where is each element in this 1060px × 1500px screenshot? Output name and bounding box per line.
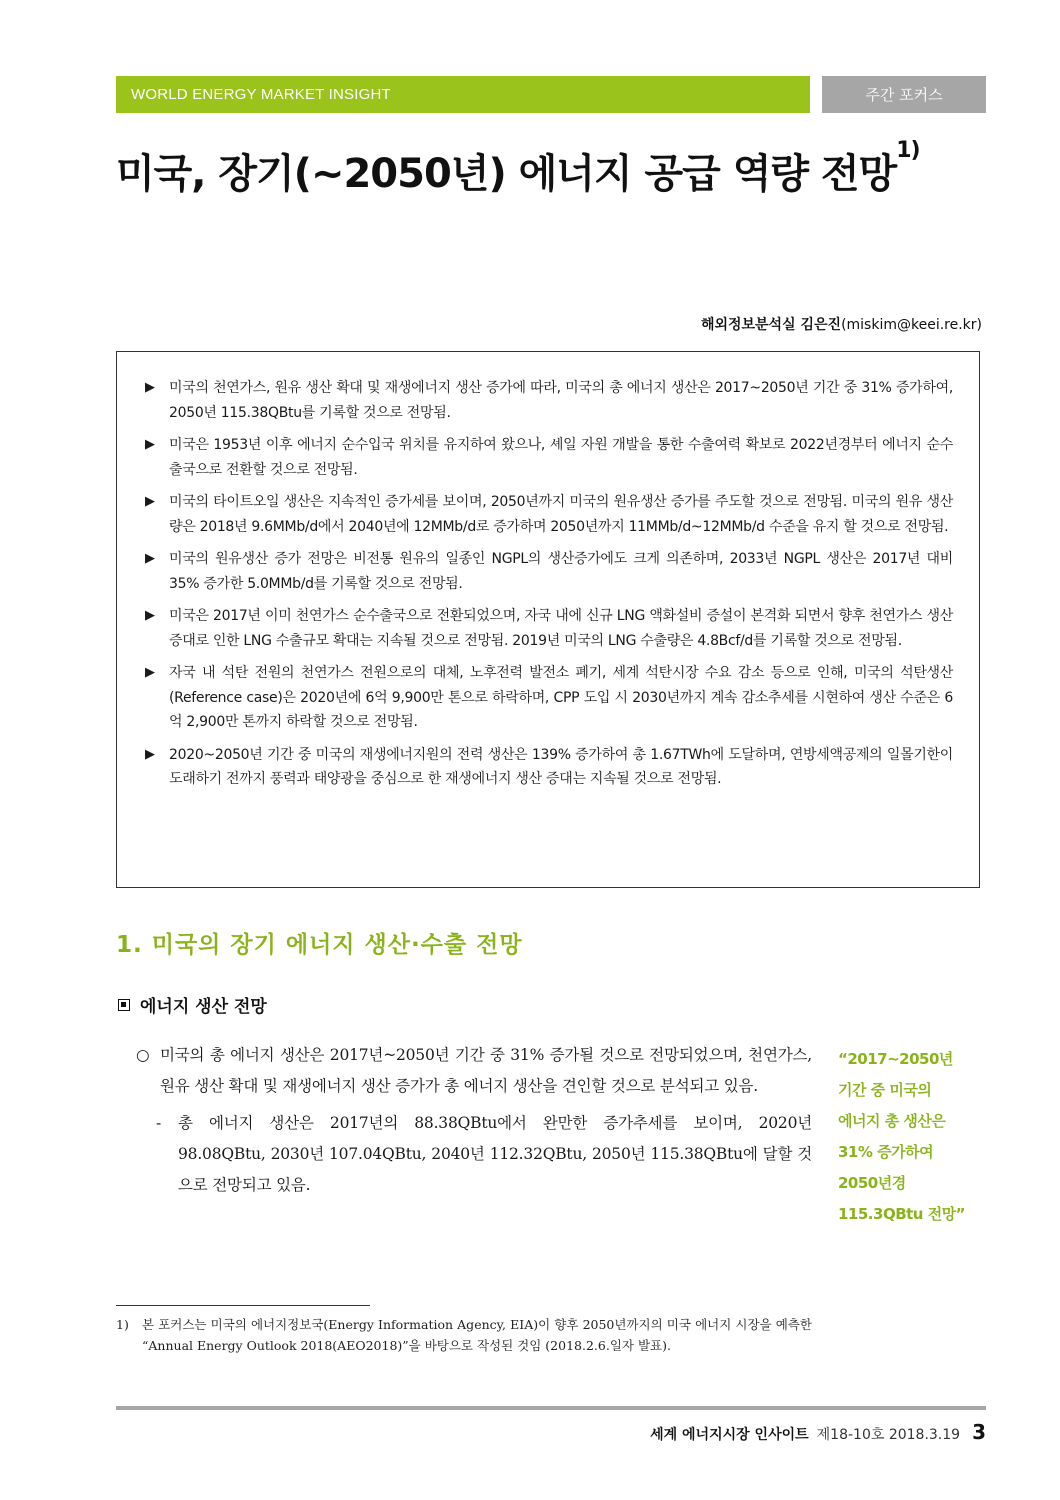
- pull-quote: [838, 1044, 988, 1230]
- summary-item: [143, 376, 953, 425]
- footer-divider: [116, 1406, 986, 1410]
- summary-item-text: 미국의 타이트오일 생산은 지속적인 증가세를 보이며, 2050년까지 미국의 원유생산 증가를 주도할 것으로 전망됨. 미국의 원유 생산량은 2018년 9.6MMb/d에서 2040년에 12MMb/d로 증가하며 2050년까지 11MMb/d~12MMb/d 수준을 유지 할 것으로 전망됨.: [169, 494, 953, 535]
- bullet-arrow-icon: ▶: [145, 380, 155, 395]
- summary-item-text: 2020~2050년 기간 중 미국의 재생에너지원의 전력 생산은 139% 증가하여 총 1.67TWh에 도달하며, 연방세액공제의 일몰기한이 도래하기 전까지 풍력과 태양광을 중심으로 한 재생에너지 생산 증대는 지속될 것으로 전망됨.: [169, 746, 953, 787]
- page-number: 3: [972, 1420, 986, 1444]
- summary-item: [143, 743, 953, 792]
- sub-paragraph-item: [136, 1108, 812, 1201]
- paragraph-item: [136, 1040, 812, 1102]
- author-line: [701, 314, 982, 334]
- pull-quote-line: 2050년경: [838, 1174, 906, 1192]
- subsection-heading-text: 에너지 생산 전망: [140, 997, 267, 1017]
- section-heading: 1. 미국의 장기 에너지 생산·수출 전망: [116, 932, 523, 958]
- sub-paragraph-text: 총 에너지 생산은 2017년의 88.38QBtu에서 완만한 증가추세를 보이며, 2020년 98.08QBtu, 2030년 107.04QBtu, 2040년 112.32QBtu, 2050년 115.38QBtu에 달할 것으로 전망되고 있음.: [178, 1114, 812, 1194]
- summary-item-text: 미국은 2017년 이미 천연가스 순수출국으로 전환되었으며, 자국 내에 신규 LNG 액화설비 증설이 본격화 되면서 향후 천연가스 생산 증대로 인한 LNG 수출규모 확대는 지속될 것으로 전망됨. 2019년 미국의 LNG 수출량은 4.8Bcf/d를 기록할 것으로 전망됨.: [169, 608, 953, 649]
- summary-item-text: 미국의 천연가스, 원유 생산 확대 및 재생에너지 생산 증가에 따라, 미국의 총 에너지 생산은 2017~2050년 기간 중 31% 증가하여, 2050년 115.38QBtu를 기록할 것으로 전망됨.: [169, 380, 953, 421]
- page-title-text: 미국, 장기(~2050년) 에너지 공급 역량 전망: [116, 151, 897, 197]
- category-tag: [822, 76, 986, 113]
- category-tag-label: 주간 포커스: [865, 86, 943, 104]
- pull-quote-line: “2017~2050년: [838, 1050, 953, 1068]
- circle-bullet-icon: ○: [136, 1046, 150, 1064]
- body-paragraph: [136, 1040, 812, 1201]
- pull-quote-line: 에너지 총 생산은: [838, 1112, 946, 1130]
- bullet-arrow-icon: ▶: [145, 746, 155, 762]
- dash-bullet: -: [156, 1114, 162, 1132]
- summary-item: [143, 490, 953, 539]
- bullet-arrow-icon: ▶: [145, 608, 155, 623]
- summary-item: [143, 547, 953, 596]
- page-footer: [650, 1420, 986, 1444]
- pull-quote-line: 115.3QBtu 전망”: [838, 1205, 966, 1223]
- summary-item: [143, 604, 953, 653]
- bullet-arrow-icon: ▶: [145, 551, 155, 566]
- paragraph-text: 미국의 총 에너지 생산은 2017년~2050년 기간 중 31% 증가될 것으로 전망되었으며, 천연가스, 원유 생산 확대 및 재생에너지 생산 증가가 총 에너지 생산을 견인할 것으로 분석되고 있음.: [160, 1046, 812, 1095]
- series-name: WORLD ENERGY MARKET INSIGHT: [131, 86, 391, 103]
- summary-item: [143, 661, 953, 735]
- square-bullet-icon: [118, 999, 130, 1011]
- series-banner: [116, 76, 810, 113]
- issue-info: 제18-10호 2018.3.19: [816, 1427, 961, 1443]
- footnote-text: 본 포커스는 미국의 에너지정보국(Energy Information Agency, EIA)이 향후 2050년까지의 미국 에너지 시장을 예측한 “Annual Energy Outlook 2018(AEO2018)”을 바탕으로 작성된 것임 (2018.2.6.일자 발표).: [142, 1317, 812, 1353]
- bullet-arrow-icon: ▶: [145, 665, 155, 680]
- pull-quote-line: 31% 증가하여: [838, 1143, 934, 1161]
- bullet-arrow-icon: ▶: [145, 494, 155, 509]
- author-email: (miskim@keei.re.kr): [841, 317, 982, 333]
- page-title: [116, 138, 920, 199]
- summary-box: [116, 351, 980, 888]
- pull-quote-line: 기간 중 미국의: [838, 1081, 932, 1099]
- summary-item-text: 미국은 1953년 이후 에너지 순수입국 위치를 유지하여 왔으나, 셰일 자원 개발을 통한 수출여력 확보로 2022년경부터 에너지 순수출국으로 전환할 것으로 전망됨.: [169, 437, 953, 478]
- author-dept-name: 해외정보분석실 김은진: [700, 317, 842, 333]
- publication-name: 세계 에너지시장 인사이트: [650, 1427, 809, 1443]
- footnote-divider: [116, 1305, 370, 1306]
- summary-item-text: 미국의 원유생산 증가 전망은 비전통 원유의 일종인 NGPL의 생산증가에도 크게 의존하며, 2033년 NGPL 생산은 2017년 대비 35% 증가한 5.0MMb/d를 기록할 것으로 전망됨.: [169, 551, 953, 592]
- summary-item: [143, 433, 953, 482]
- subsection-heading: [118, 992, 267, 1017]
- summary-item-text: 자국 내 석탄 전원의 천연가스 전원으로의 대체, 노후전력 발전소 폐기, 세계 석탄시장 수요 감소 등으로 인해, 미국의 석탄생산(Reference case)은 2020년에 6억 9,900만 톤으로 하락하며, CPP 도입 시 2030년까지 계속 감소추세를 시현하여 생산 수준은 6억 2,900만 톤까지 하락할 것으로 전망됨.: [169, 665, 953, 730]
- footnote-number: 1): [116, 1317, 129, 1332]
- title-footnote-mark: 1): [896, 138, 920, 163]
- footnote: [116, 1314, 812, 1356]
- bullet-arrow-icon: ▶: [145, 437, 155, 452]
